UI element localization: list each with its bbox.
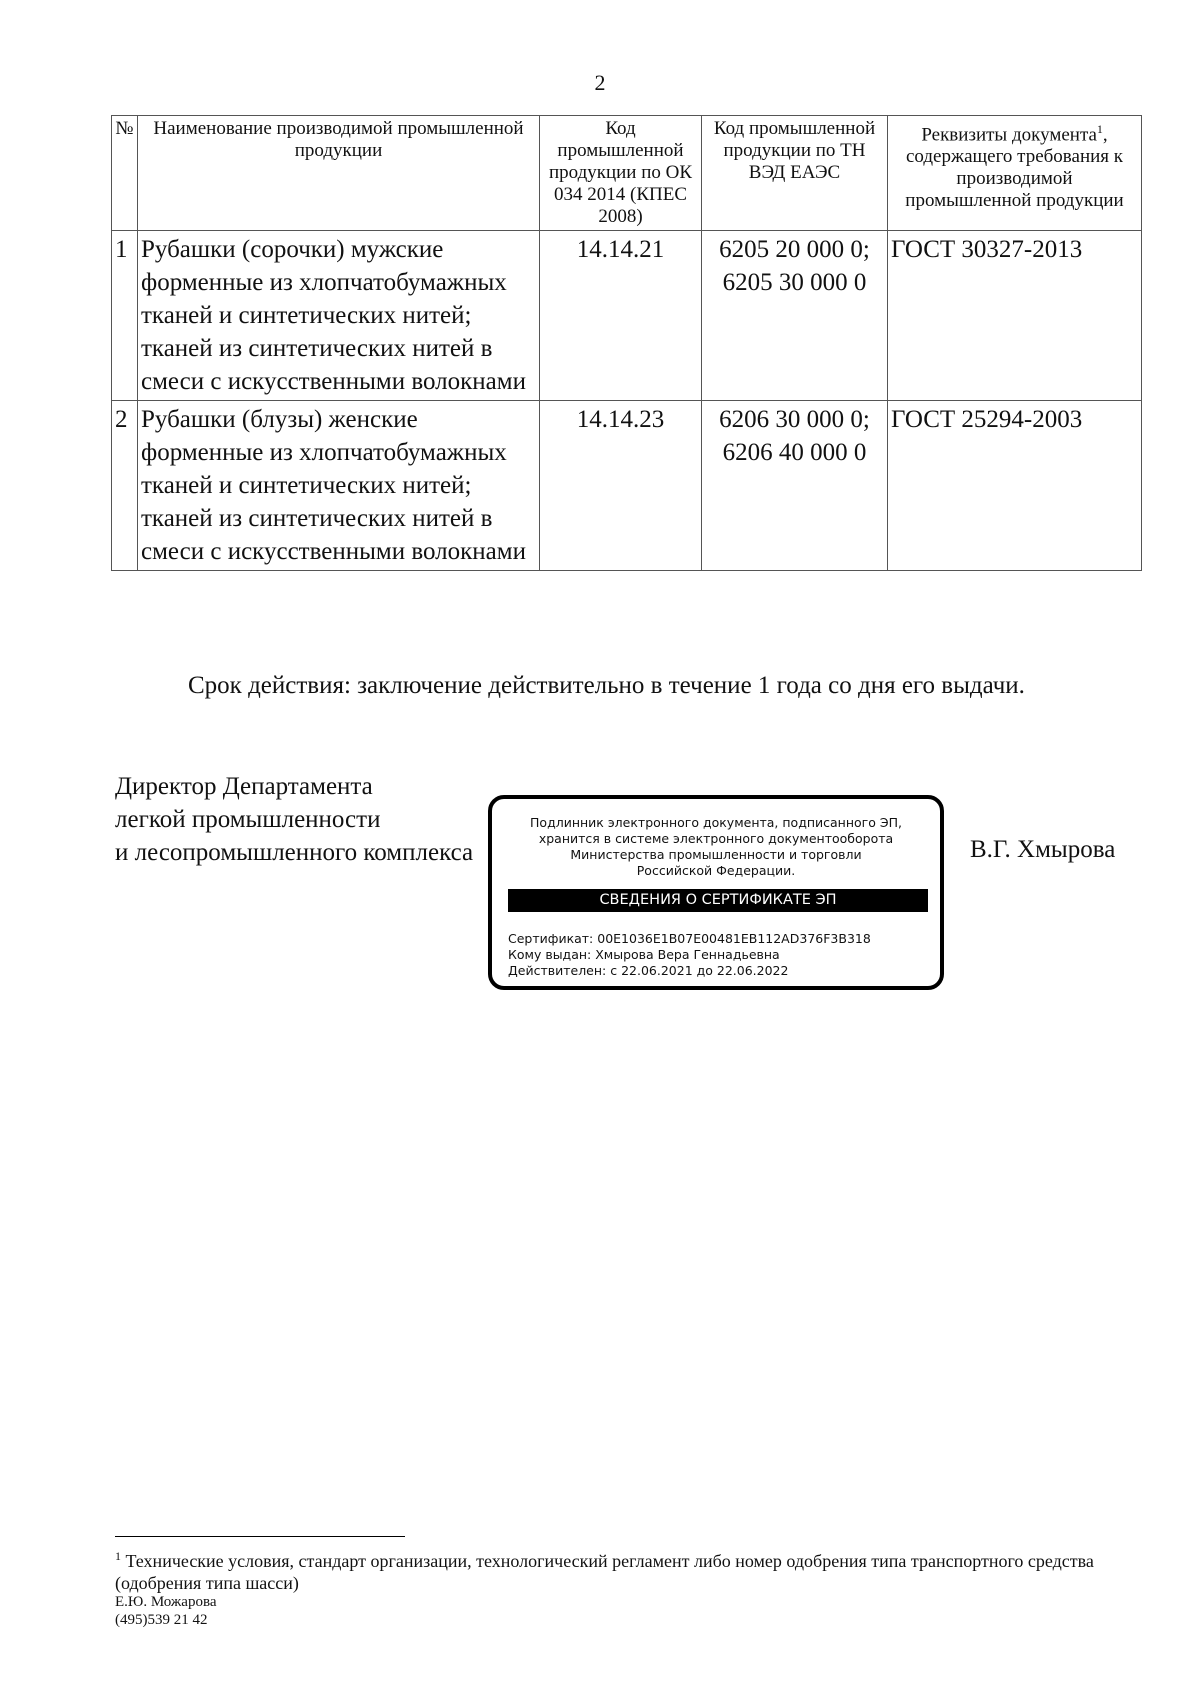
stamp-issued-to: Кому выдан: Хмырова Вера Геннадьевна <box>508 947 780 962</box>
header-num: № <box>112 116 138 231</box>
header-tnved: Код промышленной продукции по ТН ВЭД ЕАЭС <box>702 116 888 231</box>
signer-position-line: Директор Департамента <box>115 773 373 800</box>
row-num: 2 <box>112 401 138 571</box>
footnote-text: Технические условия, стандарт организации, технологический регламент либо номер одобрения типа транспортного средства (одобрения типа шасси) <box>115 1551 1094 1593</box>
validity-statement: Срок действия: заключение действительно в течение 1 года со дня его выдачи. <box>188 672 1025 699</box>
author-name: Е.Ю. Можарова <box>115 1594 217 1610</box>
signer-position-line: легкой промышленности <box>115 806 381 833</box>
stamp-details <box>508 931 871 979</box>
author-block <box>115 1593 216 1629</box>
table-row <box>112 401 1142 571</box>
signer-name: В.Г. Хмырова <box>970 836 1116 863</box>
stamp-certificate-number: Сертификат: 00E1036E1B07E00481EB112AD376F3B318 <box>508 931 871 946</box>
row-okpd: 14.14.21 <box>540 231 702 401</box>
row-tnved: 6205 20 000 0; 6205 30 000 0 <box>702 231 888 401</box>
row-doc: ГОСТ 25294-2003 <box>888 401 1142 571</box>
row-name: Рубашки (сорочки) мужские форменные из хлопчатобумажных тканей и синтетических нитей; тканей из синтетических нитей в смеси с искусственными волокнами <box>138 231 540 401</box>
stamp-intro-line: Российской Федерации. <box>636 863 796 878</box>
header-doc-text: Реквизиты документа <box>921 124 1097 146</box>
footnote-mark: 1 <box>115 1549 121 1563</box>
table-header-row <box>112 116 1142 231</box>
author-phone: (495)539 21 42 <box>115 1612 208 1628</box>
row-okpd: 14.14.23 <box>540 401 702 571</box>
row-num: 1 <box>112 231 138 401</box>
stamp-intro-line: Подлинник электронного документа, подписанного ЭП, <box>530 815 902 830</box>
header-okpd: Код промышленной продукции по ОК 034 2014 (КПЕС 2008) <box>540 116 702 231</box>
row-tnved: 6206 30 000 0; 6206 40 000 0 <box>702 401 888 571</box>
stamp-certificate-header: СВЕДЕНИЯ О СЕРТИФИКАТЕ ЭП <box>508 889 928 912</box>
stamp-validity: Действителен: с 22.06.2021 до 22.06.2022 <box>508 963 789 978</box>
stamp-intro <box>512 815 920 879</box>
row-name: Рубашки (блузы) женские форменные из хлопчатобумажных тканей и синтетических нитей; тканей из синтетических нитей в смеси с искусственными волокнами <box>138 401 540 571</box>
signer-position-line: и лесопромышленного комплекса <box>115 839 474 866</box>
header-name: Наименование производимой промышленной продукции <box>138 116 540 231</box>
header-doc <box>888 116 1142 231</box>
stamp-intro-line: Министерства промышленности и торговли <box>570 847 862 862</box>
row-doc: ГОСТ 30327-2013 <box>888 231 1142 401</box>
signer-position <box>115 770 473 869</box>
page-number: 2 <box>594 70 606 95</box>
header-doc-rest: , содержащего требования к производимой промышленной продукции <box>905 124 1124 212</box>
stamp-intro-line: хранится в системе электронного документооборота <box>538 831 894 846</box>
e-signature-stamp <box>488 795 944 990</box>
footnote-divider <box>115 1536 405 1537</box>
footnote <box>115 1545 1145 1594</box>
header-doc-footnote-mark: 1 <box>1096 122 1103 136</box>
products-table <box>111 115 1142 571</box>
table-row <box>112 231 1142 401</box>
